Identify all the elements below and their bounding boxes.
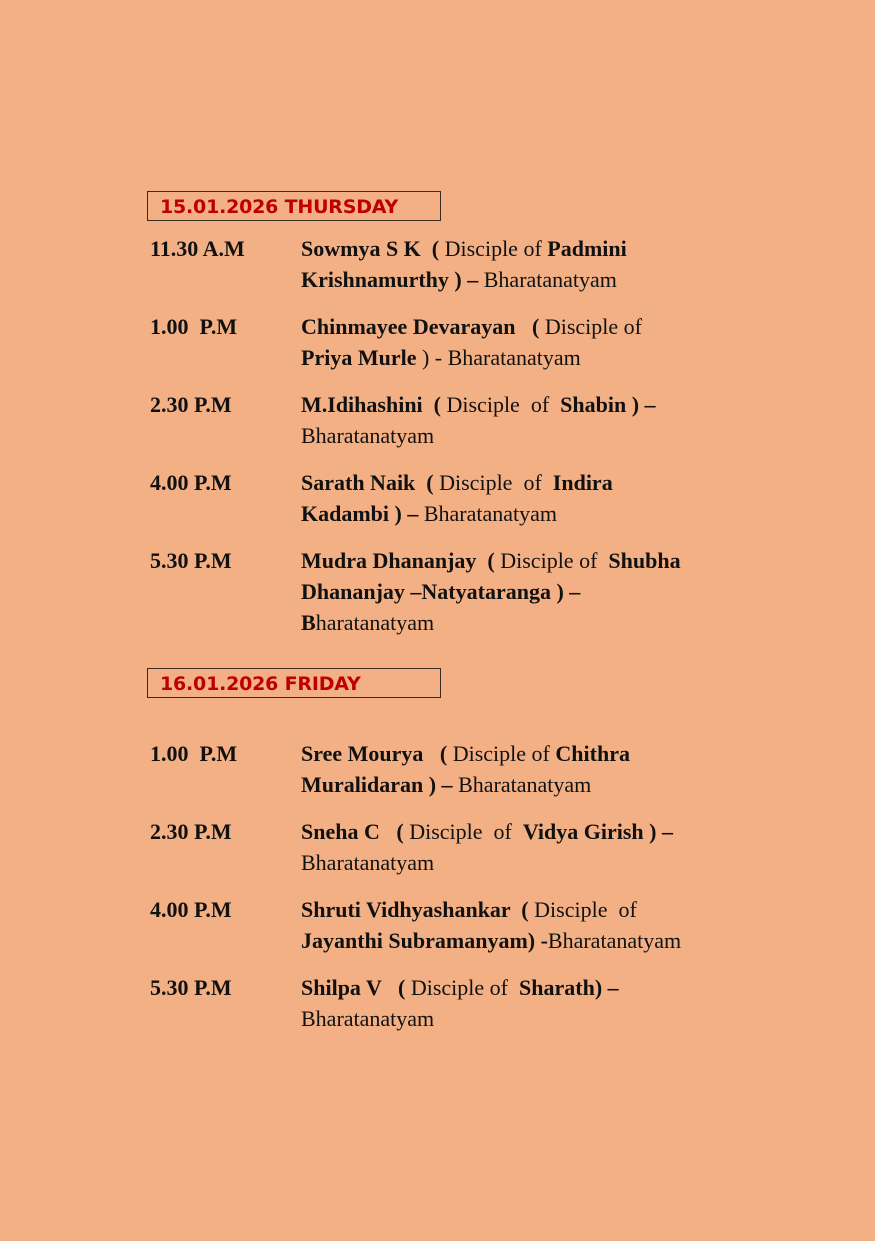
entry-time: 1.00 P.M	[150, 741, 238, 766]
entry-text-bold: Muralidaran ) –	[301, 772, 459, 797]
entry-time: 5.30 P.M	[150, 548, 232, 573]
day-header-friday	[147, 668, 441, 698]
day-header-text: 15.01.2026 THURSDAY	[160, 196, 399, 218]
entry-text-bold: Shabin ) –	[560, 392, 656, 417]
entry-line	[301, 420, 781, 451]
entry-text: Bharatanatyam	[301, 1006, 435, 1031]
entry-text: Bharatanatyam	[301, 850, 435, 875]
entry-text: haratanatyam	[315, 610, 435, 635]
entry-details	[301, 894, 781, 956]
entry-time: 2.30 P.M	[150, 392, 232, 417]
schedule-entry	[150, 467, 790, 529]
entry-line	[301, 389, 781, 420]
entry-text-bold: Priya Murle	[301, 345, 417, 370]
entry-text-bold: Shruti Vidhyashankar (	[301, 897, 535, 922]
entry-text: Disciple of	[446, 392, 561, 417]
entry-text-bold: M.Idihashini (	[301, 392, 447, 417]
entry-line	[301, 972, 781, 1003]
entry-text-bold: B	[301, 610, 316, 635]
entry-line	[301, 545, 781, 576]
schedule-entry	[150, 816, 790, 878]
entry-text-bold: Krishnamurthy ) –	[301, 267, 484, 292]
entry-text-bold: Chithra	[555, 741, 630, 766]
entry-line	[301, 342, 781, 373]
entry-text-bold: Shilpa V (	[301, 975, 411, 1000]
entry-line	[301, 1003, 781, 1034]
entry-line	[301, 925, 781, 956]
entry-text-bold: Kadambi ) –	[301, 501, 424, 526]
entry-text: Disciple of	[444, 236, 548, 261]
entry-text-bold: Sneha C (	[301, 819, 410, 844]
entry-line	[301, 847, 781, 878]
entry-line	[301, 607, 781, 638]
entry-text: Bharatanatyam	[301, 423, 435, 448]
entry-text: Disciple of	[439, 470, 553, 495]
entry-line	[301, 498, 781, 529]
entry-text: Disciple of	[452, 741, 556, 766]
entry-text-bold: Indira	[552, 470, 613, 495]
day-header-text: 16.01.2026 FRIDAY	[160, 673, 361, 695]
entry-line	[301, 576, 781, 607]
entry-line	[301, 894, 781, 925]
schedule-entry	[150, 389, 790, 451]
schedule-entry	[150, 738, 790, 800]
entry-text: Disciple of	[534, 897, 637, 922]
entry-line	[301, 311, 781, 342]
entry-line	[301, 769, 781, 800]
entry-details	[301, 311, 781, 373]
entry-text: Disciple of	[544, 314, 642, 339]
entry-text: Bharatanatyam	[483, 267, 617, 292]
entry-line	[301, 264, 781, 295]
entry-time: 4.00 P.M	[150, 470, 232, 495]
entry-time: 1.00 P.M	[150, 314, 238, 339]
entry-details	[301, 233, 781, 295]
entry-details	[301, 389, 781, 451]
entry-time: 5.30 P.M	[150, 975, 232, 1000]
entry-line	[301, 467, 781, 498]
entry-text-bold: Jayanthi Subramanyam) -	[301, 928, 548, 953]
entry-text: Disciple of	[409, 819, 523, 844]
entry-time: 11.30 A.M	[150, 236, 245, 261]
schedule-entry	[150, 311, 790, 373]
entry-line	[301, 816, 781, 847]
entry-text-bold: Shubha	[608, 548, 681, 573]
entry-text-bold: Padmini	[547, 236, 627, 261]
entry-text-bold: Vidya Girish ) –	[522, 819, 673, 844]
entry-details	[301, 972, 781, 1034]
entry-details	[301, 545, 781, 638]
entry-text: Bharatanatyam	[423, 501, 558, 526]
entry-text-bold: Chinmayee Devarayan (	[301, 314, 545, 339]
entry-time: 4.00 P.M	[150, 897, 232, 922]
entry-line	[301, 233, 781, 264]
entry-text-bold: Sree Mourya (	[301, 741, 453, 766]
entry-details	[301, 738, 781, 800]
entry-text-bold: Dhananjay –Natyataranga ) –	[301, 579, 581, 604]
entry-line	[301, 738, 781, 769]
entry-text-bold: Mudra Dhananjay (	[301, 548, 501, 573]
entry-text-bold: Sowmya S K (	[301, 236, 445, 261]
entry-text: Disciple of	[500, 548, 609, 573]
schedule-entry	[150, 545, 790, 638]
entry-text: Disciple of	[410, 975, 520, 1000]
entry-text: Bharatanatyam	[547, 928, 682, 953]
entry-time: 2.30 P.M	[150, 819, 232, 844]
entry-text-bold: Sarath Naik (	[301, 470, 440, 495]
entry-details	[301, 816, 781, 878]
entry-text: Bharatanatyam	[458, 772, 592, 797]
schedule-entry	[150, 894, 790, 956]
schedule-entry	[150, 972, 790, 1034]
day-header-thursday	[147, 191, 441, 221]
entry-text-bold: Sharath) –	[519, 975, 619, 1000]
entry-text: ) - Bharatanatyam	[416, 345, 581, 370]
entry-details	[301, 467, 781, 529]
schedule-entry	[150, 233, 790, 295]
